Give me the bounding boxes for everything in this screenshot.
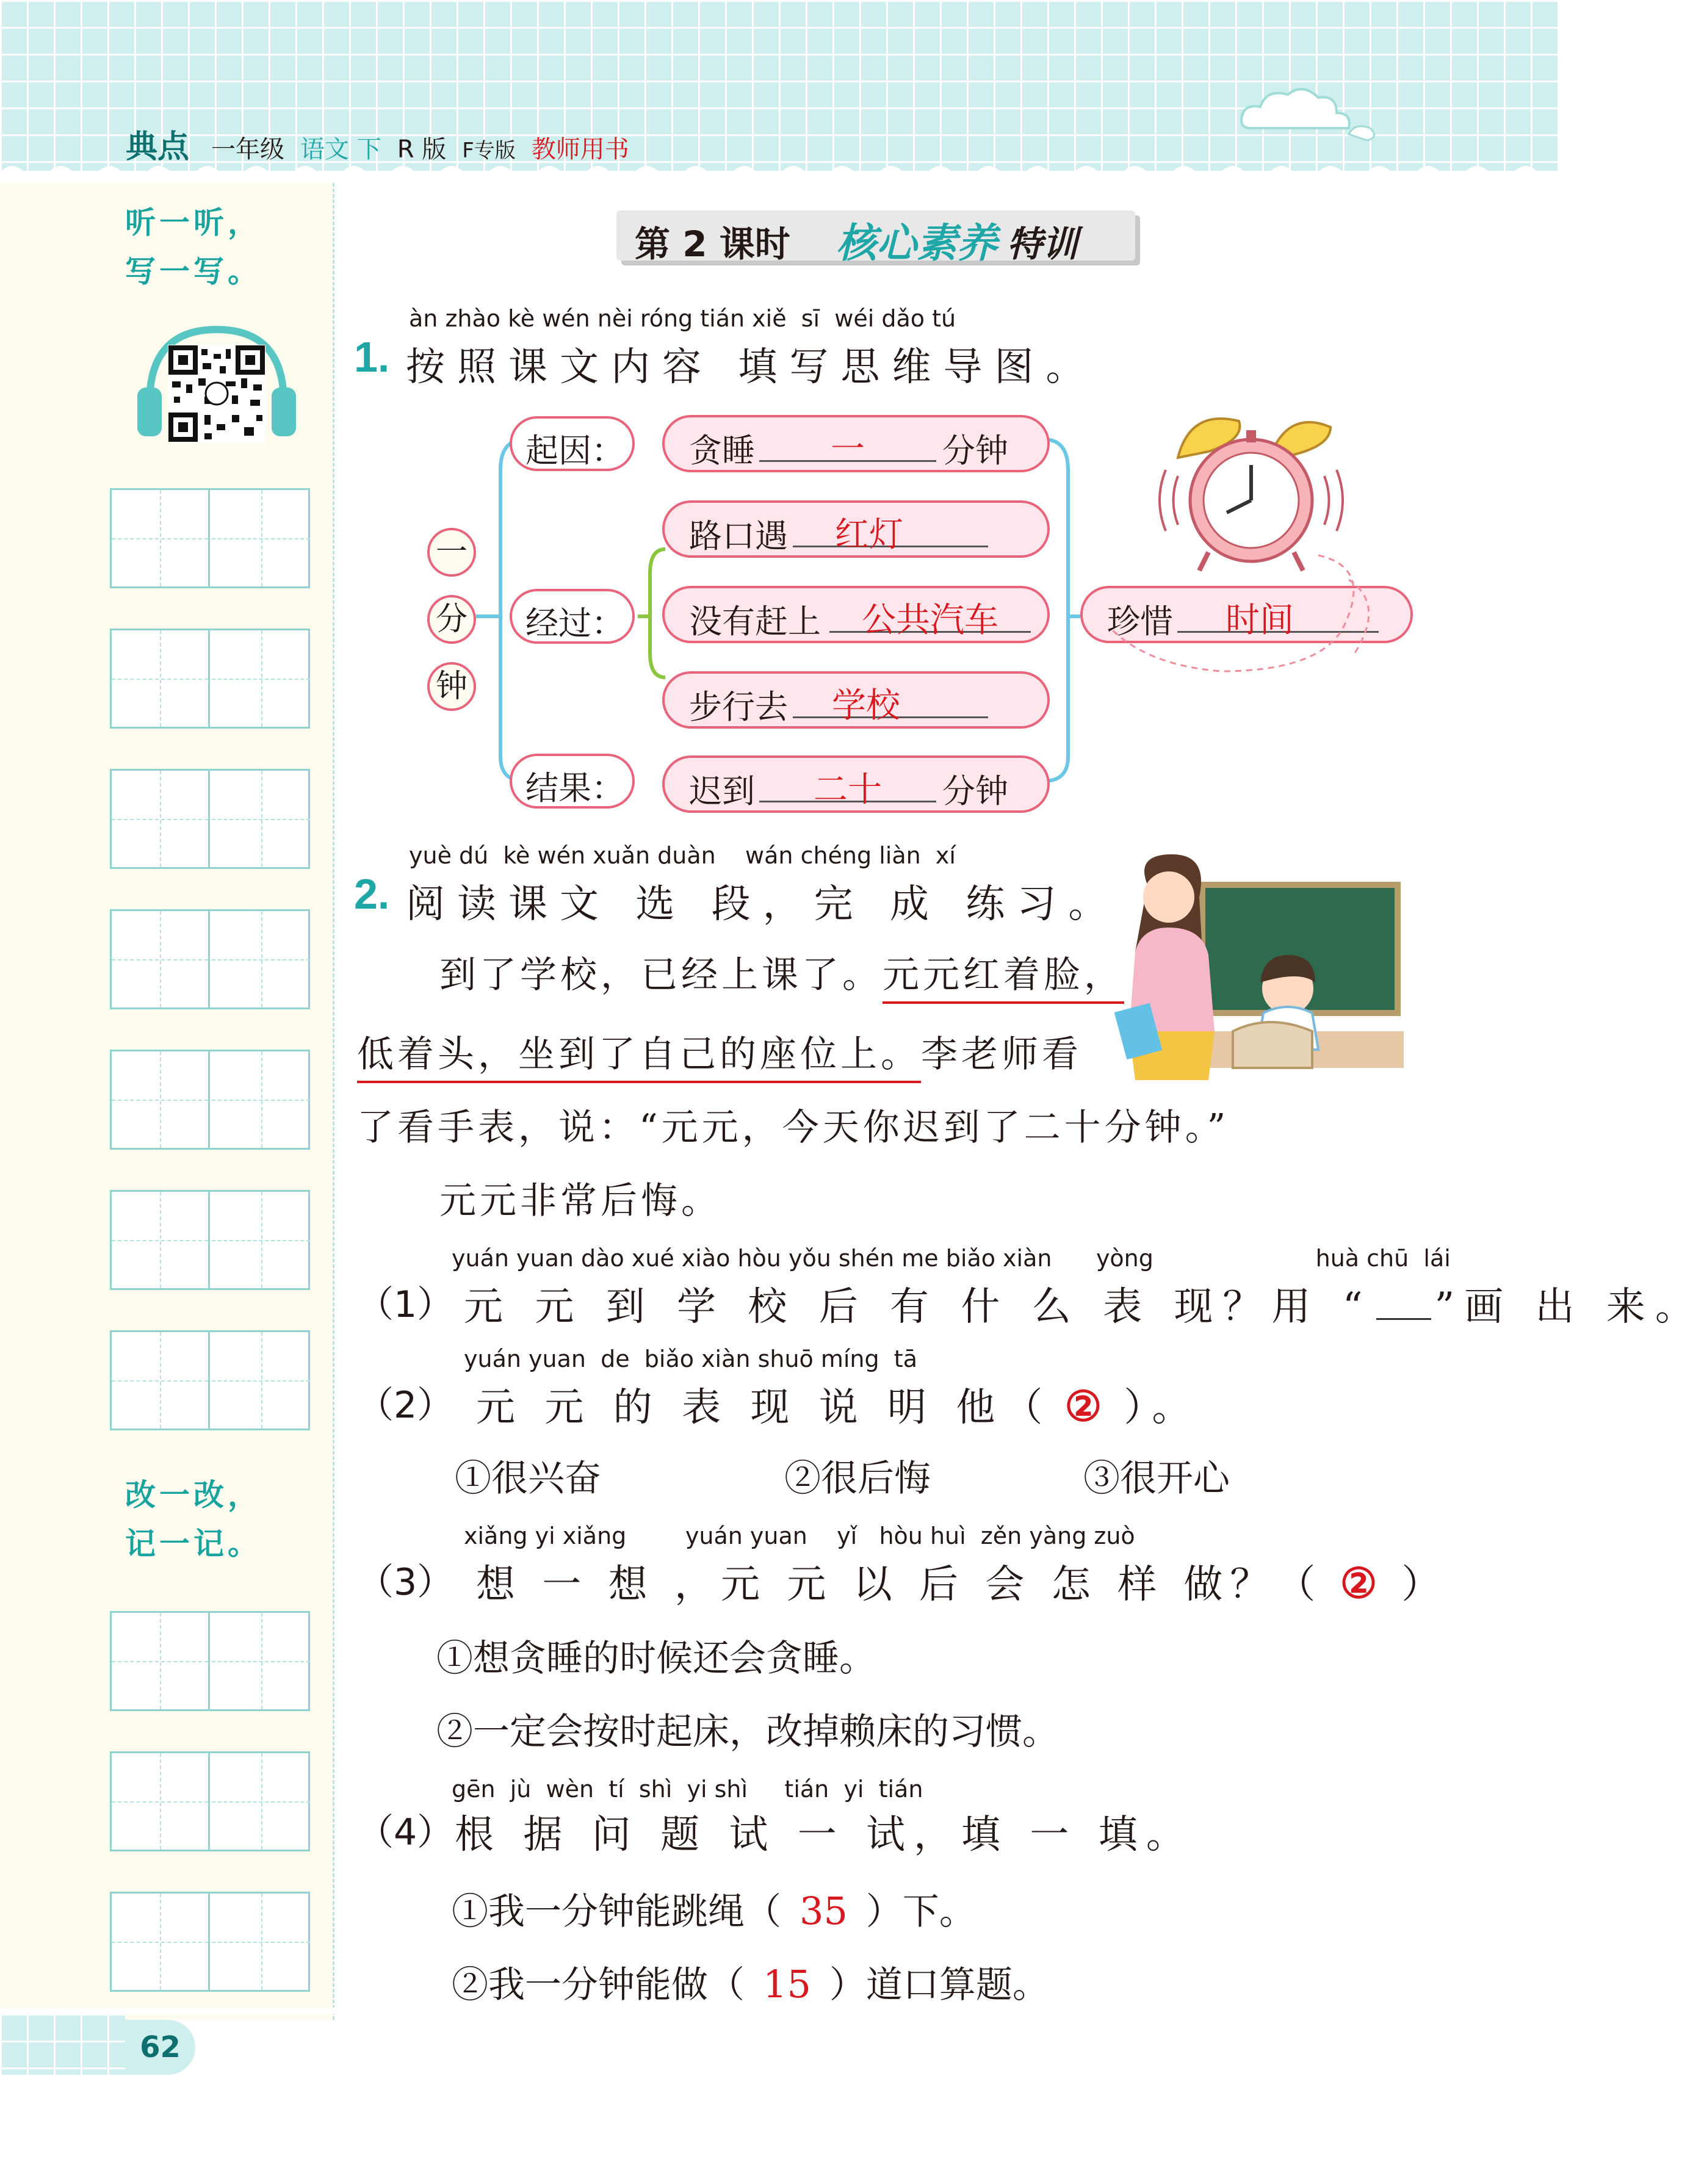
listen-title-line2: 写一写。 <box>125 254 262 289</box>
lesson-title <box>616 211 1141 265</box>
moral-label: 珍惜 <box>1107 602 1173 641</box>
sub1-number: （1） <box>357 1283 454 1326</box>
writing-grid[interactable] <box>110 1611 310 1711</box>
correct-title-line1: 改一改， <box>125 1477 262 1513</box>
correct-record-title <box>125 1471 262 1568</box>
cause-answer[interactable]: 一 <box>831 430 865 469</box>
sub4-line: ①我一分钟能跳绳（ 35 ）下。 <box>452 1889 976 1933</box>
sub2-number: （2） <box>357 1384 454 1427</box>
cloud-icon <box>1233 79 1385 146</box>
sub2-option[interactable]: ②很后悔 <box>784 1457 931 1500</box>
sub2-pinyin: yuán yuan de biǎo xiàn shuō míng tā <box>464 1346 917 1372</box>
writing-grid[interactable] <box>110 1190 310 1290</box>
sub4-line: ②我一分钟能做（ 15 ）道口算题。 <box>452 1962 1049 2006</box>
sub1-pinyin: yuán yuan dào xué xiào hòu yǒu shén me biǎo xiàn yòng huà chū lái <box>452 1245 1451 1272</box>
cause-node <box>662 415 1050 472</box>
result-label: 迟到 <box>689 772 755 810</box>
writing-grid[interactable] <box>110 488 310 588</box>
passage-line: 元元非常后悔。 <box>439 1180 721 1222</box>
moral-answer[interactable]: 时间 <box>1226 600 1294 640</box>
page-number: 62 <box>125 2020 195 2075</box>
sub4-number: （4） <box>357 1811 454 1854</box>
qr-code-audio-icon[interactable] <box>134 317 299 452</box>
footer-grid-band <box>0 2014 125 2075</box>
math-problems-answer[interactable]: 15 <box>763 1962 811 2006</box>
subject-label: 语文 下 <box>300 135 381 164</box>
cause-suffix: 分钟 <box>942 431 1008 470</box>
sub2-option[interactable]: ①很兴奋 <box>455 1457 601 1500</box>
edition-label: R 版 <box>397 135 447 164</box>
passage-line: 了看手表，说：“元元，今天你迟到了二十分钟。” <box>357 1106 1230 1149</box>
sub3-option[interactable]: ①想贪睡的时候还会贪睡。 <box>436 1637 876 1680</box>
cause-label: 贪睡 <box>689 431 755 470</box>
tag-cause: 起因： <box>510 416 635 471</box>
book-type-label: 教师用书 <box>531 135 629 164</box>
sub4-question: 根 据 问 题 试 一 试，填 一 填。 <box>455 1812 1194 1858</box>
writing-grid[interactable] <box>110 1892 310 1992</box>
process-answer[interactable]: 学校 <box>832 686 900 726</box>
sub3-answer[interactable]: ② <box>1340 1559 1385 1608</box>
process-answer[interactable]: 红灯 <box>835 515 903 555</box>
process-label: 没有赶上 <box>689 602 821 641</box>
process-node <box>662 671 1050 729</box>
tag-result: 结果： <box>510 754 635 809</box>
sub3-question: 想 一 想 ，元 元 以 后 会 怎 样 做？（ ② ） <box>476 1559 1448 1608</box>
sub3-pinyin: xiǎng yi xiǎng yuán yuan yǐ hòu huì zěn yàng zuò <box>464 1523 1135 1549</box>
listen-title-line1: 听一听， <box>125 205 262 240</box>
writing-grid[interactable] <box>110 1751 310 1851</box>
process-label: 步行去 <box>689 688 788 726</box>
alarm-clock-illustration <box>1086 397 1428 738</box>
lesson-core-literacy: 核心素养 <box>836 220 997 267</box>
underlined-answer: 低着头，坐到了自己的座位上。 <box>357 1033 921 1083</box>
q1-instruction: 按照课文内容 填写思维导图。 <box>406 345 1097 390</box>
sub4-pinyin: gēn jù wèn tí shì yi shì tián yi tián <box>452 1776 923 1803</box>
result-node <box>662 755 1050 813</box>
writing-grid[interactable] <box>110 769 310 869</box>
sub3-number: （3） <box>357 1561 454 1604</box>
process-answer[interactable]: 公共汽车 <box>862 600 998 640</box>
writing-grid[interactable] <box>110 909 310 1009</box>
writing-grid[interactable] <box>110 1330 310 1430</box>
tag-process: 经过： <box>510 589 635 644</box>
passage-line: 低着头，坐到了自己的座位上。李老师看 <box>357 1025 1082 1078</box>
center-node-char: 钟 <box>427 662 476 711</box>
sub2-option[interactable]: ③很开心 <box>1083 1457 1230 1500</box>
page-bottom-margin <box>0 2008 1558 2014</box>
grade-label: 一年级 <box>211 135 285 164</box>
teacher-student-illustration <box>1111 848 1404 1092</box>
listen-write-title <box>125 198 262 296</box>
center-node-char: 分 <box>427 595 476 644</box>
q2-instruction: 阅读课文 选 段，完 成 练习。 <box>406 882 1120 927</box>
center-node-char: 一 <box>427 528 476 577</box>
writing-grid[interactable] <box>110 629 310 729</box>
passage-line: 到了学校，已经上课了。元元红着脸， <box>439 946 1124 998</box>
q1-pinyin: àn zhào kè wén nèi róng tián xiě sī wéi dǎo tú <box>409 305 956 332</box>
process-node <box>662 500 1050 558</box>
jump-rope-answer[interactable]: 35 <box>800 1889 848 1933</box>
result-suffix: 分钟 <box>942 772 1008 810</box>
special-edition-label: F专版 <box>462 139 516 163</box>
correct-title-line2: 记一记。 <box>125 1526 262 1562</box>
lesson-training: 特训 <box>1007 223 1078 265</box>
writing-grid[interactable] <box>110 1050 310 1150</box>
q2-number: 2. <box>354 870 390 918</box>
process-node <box>662 586 1050 643</box>
header-breadcrumb <box>126 121 629 167</box>
underlined-answer: 元元红着脸， <box>883 954 1124 1004</box>
sub3-option[interactable]: ②一定会按时起床，改掉赖床的习惯。 <box>436 1710 1059 1753</box>
sub2-question: 元 元 的 表 现 说 明 他（ ② ）。 <box>476 1382 1200 1431</box>
lesson-number: 第 2 课时 <box>635 223 790 265</box>
sub2-answer[interactable]: ② <box>1064 1382 1111 1431</box>
q1-number: 1. <box>354 333 390 381</box>
brand-logo: 典点 <box>126 129 190 165</box>
sub1-question: 元 元 到 学 校 后 有 什 么 表 现？用 “ ”画 出 来。 <box>464 1285 1704 1330</box>
process-label: 路口遇 <box>689 517 788 555</box>
q2-pinyin: yuè dú kè wén xuǎn duàn wán chéng liàn xí <box>409 842 956 869</box>
result-answer[interactable]: 二十 <box>814 770 882 810</box>
